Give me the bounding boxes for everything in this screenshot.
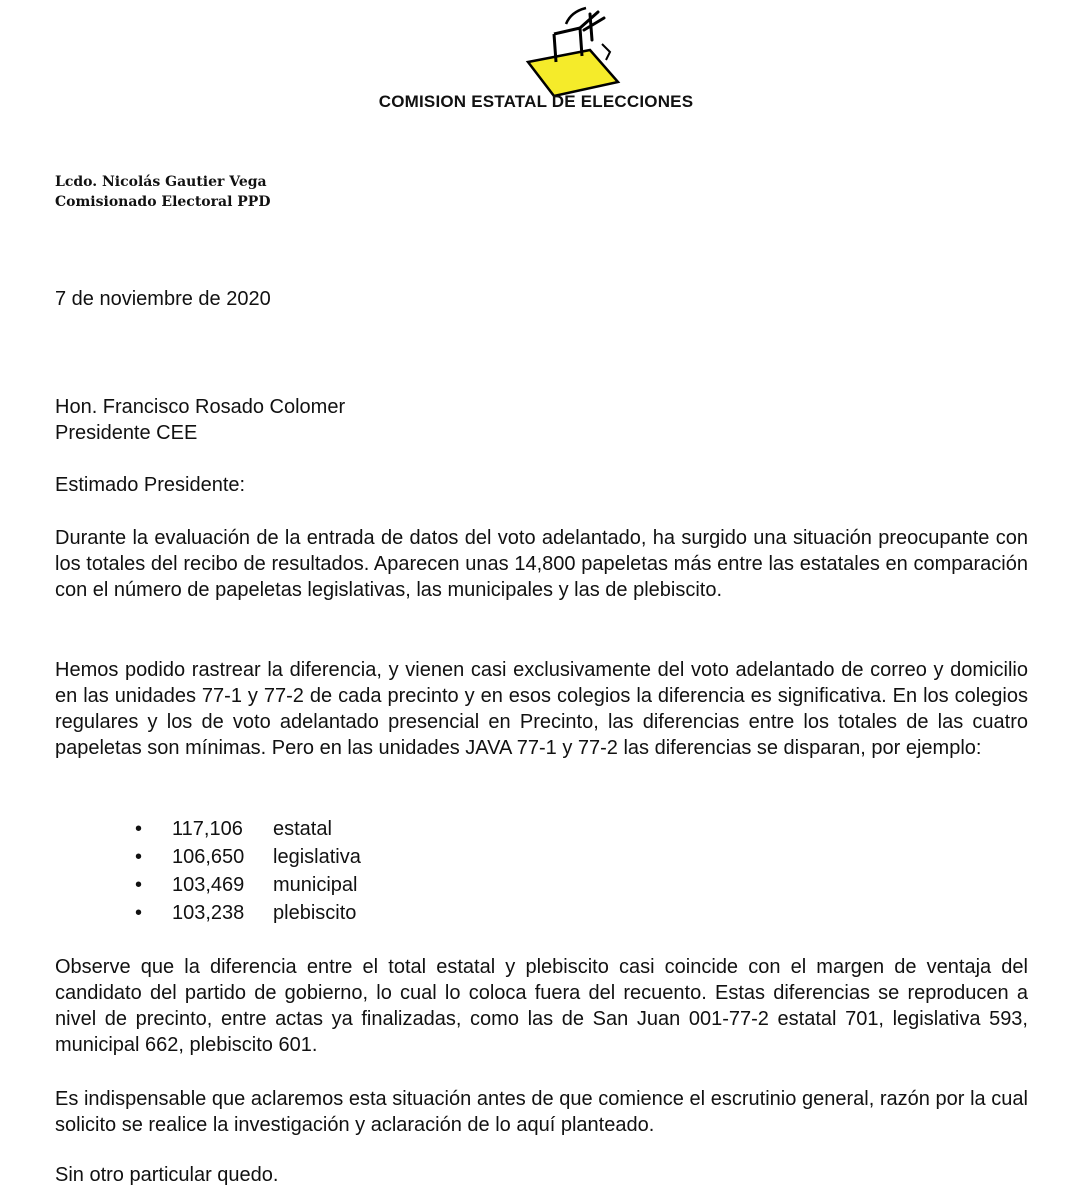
recipient-name: Hon. Francisco Rosado Colomer: [55, 396, 346, 418]
organization-title: COMISION ESTATAL DE ELECCIONES: [378, 92, 694, 111]
sender-name: Lcdo. Nicolás Gautier Vega: [55, 174, 267, 190]
paragraph-1: Durante la evaluación de la entrada de datos del voto adelantado, ha surgido una situación preocupante con los totales del recibo de resultados. Aparecen unas 14,800 papeletas más entre las estatales en comparación con el número de papeletas legislativas, las municipales y las de plebiscito.: [55, 527, 1028, 601]
total-value: 117,106: [172, 818, 243, 840]
total-value: 106,650: [172, 846, 245, 868]
letter-date: 7 de noviembre de 2020: [55, 288, 271, 310]
bullet-icon: •: [135, 818, 143, 840]
sender-title: Comisionado Electoral PPD: [55, 194, 271, 210]
total-label: estatal: [273, 818, 332, 840]
total-value: 103,469: [172, 874, 245, 896]
total-value: 103,238: [172, 902, 245, 924]
recipient-block: [55, 394, 345, 446]
paragraph-4: Es indispensable que aclaremos esta situación antes de que comience el escrutinio general, razón por la cual solicito se realice la investigación y aclaración de lo aquí planteado.: [55, 1088, 1028, 1136]
paragraph-2: Hemos podido rastrear la diferencia, y vienen casi exclusivamente del voto adelantado de correo y domicilio en las unidades 77-1 y 77-2 de cada precinto y en esos colegios la diferencia es significativa. En los colegios regulares y los de voto adelantado presencial en Precinto, las diferencias entre los totales de las cuatro papeletas son mínimas. Pero en las unidades JAVA 77-1 y 77-2 las diferencias se disparan, por ejemplo:: [55, 659, 1028, 759]
total-label: plebiscito: [273, 902, 357, 924]
ballot-box-icon: [520, 4, 630, 104]
paragraph-3: Observe que la diferencia entre el total estatal y plebiscito casi coincide con el margen de ventaja del candidato del partido de gobierno, lo cual lo coloca fuera del recuento. Estas diferencias se reproducen a nivel de precinto, entre actas ya finalizadas, como las de San Juan 001-77-2 estatal 701, legislativa 593, municipal 662, plebiscito 601.: [55, 956, 1028, 1056]
total-label: legislativa: [273, 846, 361, 868]
bullet-icon: •: [135, 846, 143, 868]
salutation: Estimado Presidente:: [55, 474, 246, 496]
recipient-title: Presidente CEE: [55, 422, 198, 444]
sender-block: [55, 172, 270, 212]
total-label: municipal: [273, 874, 358, 896]
bullet-icon: •: [135, 874, 143, 896]
bullet-icon: •: [135, 902, 143, 924]
closing-line: Sin otro particular quedo.: [55, 1164, 279, 1186]
